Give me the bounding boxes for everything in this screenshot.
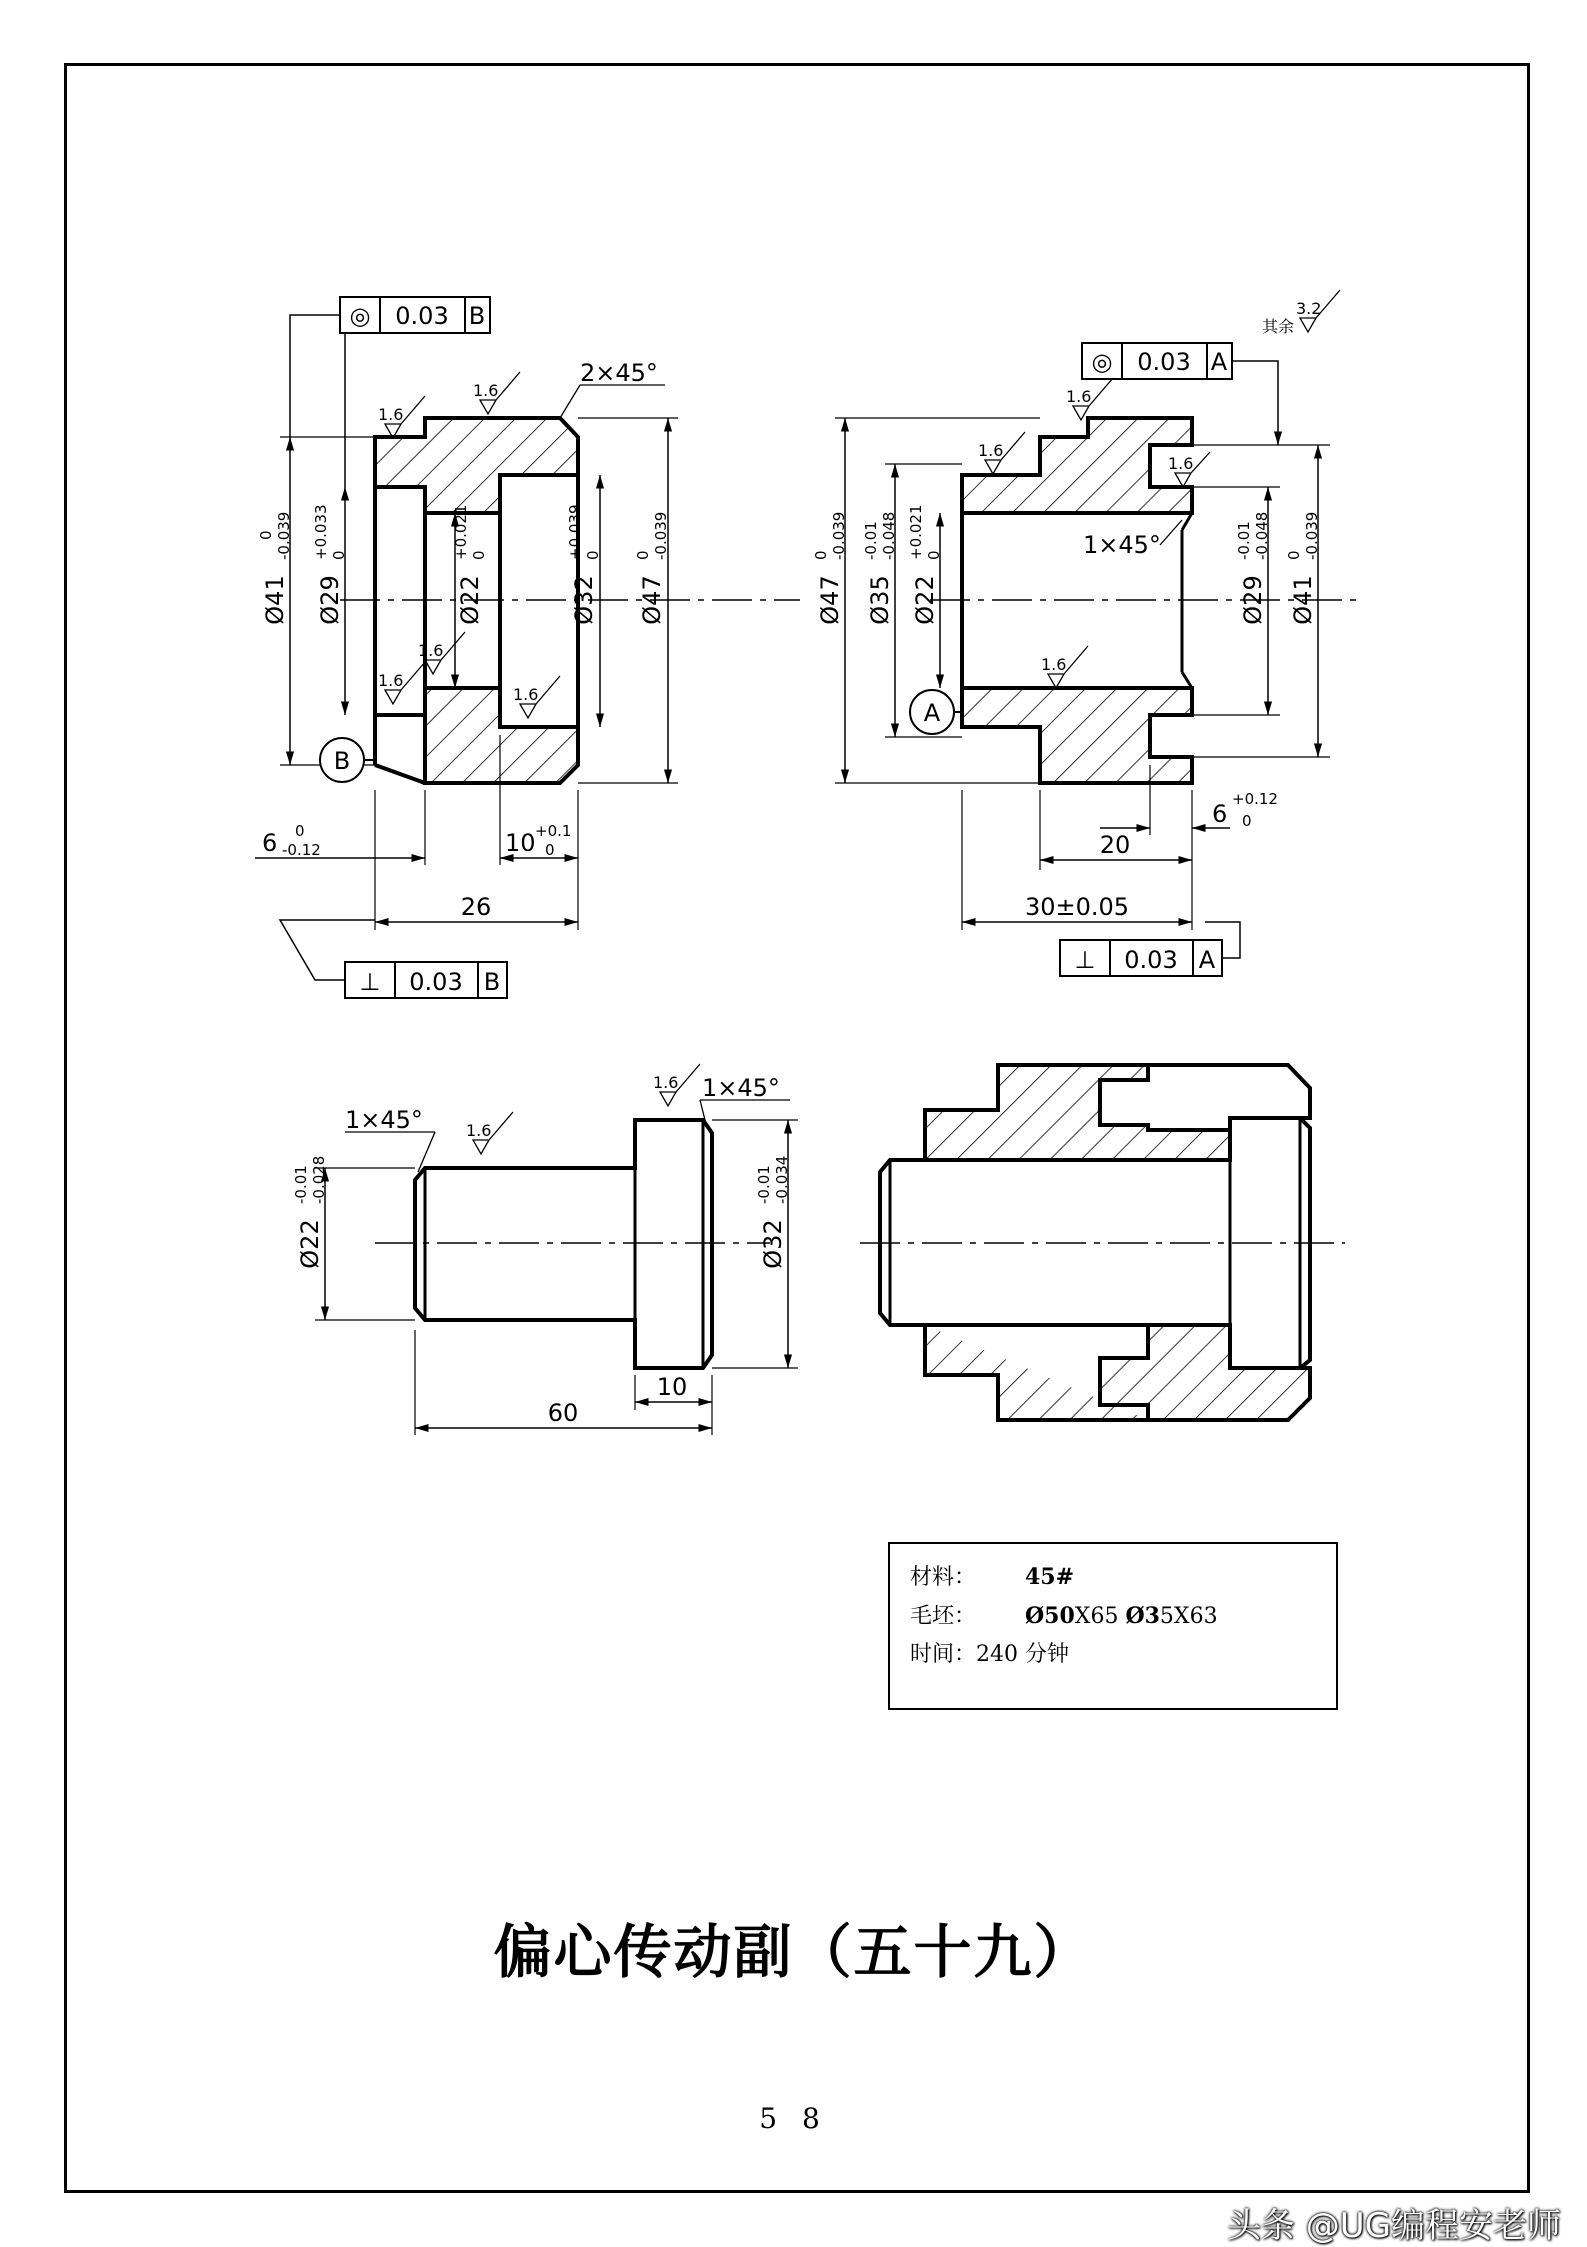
part2-len30: 30±0.05: [1024, 893, 1130, 921]
time-row: [910, 1636, 1316, 1674]
svg-text:-0.01: -0.01: [292, 1165, 310, 1204]
part2-perp-datum: A: [1198, 946, 1216, 974]
material-label: 材料：: [910, 1565, 977, 1590]
part1-section-top: [375, 418, 578, 513]
svg-text:0: 0: [257, 530, 275, 540]
part1-fcf-datum: B: [468, 302, 486, 330]
part2-concentricity-icon: ◎: [1091, 348, 1113, 376]
time-value: 240 分钟: [976, 1642, 1070, 1667]
part2-datum-label: A: [923, 699, 941, 727]
svg-text:-0.039: -0.039: [652, 511, 670, 560]
part1-len26: 26: [460, 893, 492, 921]
part2-chamfer-label: 1×45°: [1083, 531, 1161, 559]
part1-len6: 6: [262, 829, 278, 857]
svg-text:1.6: 1.6: [1168, 454, 1194, 473]
part2-len20: 20: [1099, 831, 1131, 859]
part3-chamfer-left: 1×45°: [345, 1106, 423, 1134]
part1-view: [255, 297, 800, 998]
blank-value-1: Ø50: [1025, 1603, 1075, 1629]
part1-chamfer-label: 2×45°: [580, 359, 658, 387]
svg-text:-0.01: -0.01: [1235, 521, 1253, 560]
svg-text:1.6: 1.6: [418, 641, 444, 660]
svg-text:1.6: 1.6: [378, 671, 404, 690]
svg-text:1.6: 1.6: [378, 405, 404, 424]
assembly-view: [860, 1065, 1345, 1420]
part2-d29: Ø29: [1239, 575, 1267, 625]
blank-value-3: Ø3: [1125, 1603, 1160, 1629]
part2-section-bottom: [962, 688, 1192, 783]
svg-text:-0.039: -0.039: [830, 511, 848, 560]
part2-len6: 6: [1212, 800, 1228, 828]
svg-text:0: 0: [1285, 550, 1303, 560]
svg-text:+0.1: +0.1: [535, 822, 572, 840]
part1-fcf-value: 0.03: [395, 302, 449, 330]
svg-text:+0.039: +0.039: [566, 504, 584, 560]
svg-text:0: 0: [330, 550, 348, 560]
svg-text:+0.021: +0.021: [907, 504, 925, 560]
blank-value-2: X65: [1074, 1604, 1126, 1629]
page-title: 偏心传动副（五十九）: [493, 1918, 1094, 1986]
svg-text:1.6: 1.6: [653, 1073, 679, 1092]
svg-text:-0.048: -0.048: [1253, 511, 1271, 560]
page-number: 5 8: [759, 2102, 828, 2135]
blank-label: 毛坯：: [910, 1604, 977, 1629]
svg-text:-0.01: -0.01: [755, 1165, 773, 1204]
part3-len60: 60: [547, 1399, 579, 1427]
svg-text:1.6: 1.6: [473, 381, 499, 400]
part2-perp-value: 0.03: [1124, 946, 1178, 974]
svg-text:1.6: 1.6: [1041, 655, 1067, 674]
part1-len10: 10: [505, 829, 536, 857]
svg-text:+0.021: +0.021: [452, 504, 470, 560]
part2-fcf-value: 0.03: [1137, 348, 1191, 376]
part1-concentricity-icon: ◎: [349, 302, 371, 330]
svg-text:0: 0: [1242, 812, 1252, 830]
svg-text:+0.033: +0.033: [312, 504, 330, 560]
part3-d22: Ø22: [296, 1219, 324, 1269]
svg-text:1.6: 1.6: [1066, 387, 1092, 406]
part1-d29: Ø29: [316, 575, 344, 625]
svg-text:1.6: 1.6: [466, 1121, 492, 1140]
blank-row: [910, 1597, 1316, 1636]
part2-fcf-datum: A: [1210, 348, 1228, 376]
part2-d35: Ø35: [866, 575, 894, 625]
part1-perp-datum: B: [483, 968, 501, 996]
svg-text:1.6: 1.6: [978, 441, 1004, 460]
watermark: 头条 @UG编程安老师: [1226, 2206, 1561, 2246]
part1-section-bottom: [375, 688, 578, 783]
part1-d47: Ø47: [638, 575, 666, 625]
svg-text:0: 0: [584, 550, 602, 560]
svg-text:0: 0: [295, 822, 305, 840]
svg-text:-0.039: -0.039: [1303, 511, 1321, 560]
material-value: 45#: [1025, 1564, 1075, 1590]
svg-text:0: 0: [925, 550, 943, 560]
svg-text:0: 0: [812, 550, 830, 560]
svg-text:-0.028: -0.028: [310, 1155, 328, 1204]
part1-datum-label: B: [333, 747, 351, 775]
svg-text:+0.12: +0.12: [1232, 790, 1278, 808]
info-box: [888, 1542, 1338, 1710]
part1-d22: Ø22: [456, 575, 484, 625]
part3-chamfer-right: 1×45°: [702, 1074, 780, 1102]
part2-view: [812, 290, 1360, 976]
part2-section-top: [962, 418, 1192, 513]
part2-perpendicularity-icon: ⊥: [1074, 946, 1096, 974]
svg-text:0: 0: [470, 550, 488, 560]
material-row: [910, 1558, 1316, 1597]
part3-shaft: [415, 1120, 712, 1368]
svg-text:-0.048: -0.048: [880, 511, 898, 560]
svg-text:-0.01: -0.01: [862, 521, 880, 560]
part2-d41: Ø41: [1289, 575, 1317, 625]
part2-d22: Ø22: [911, 575, 939, 625]
part2-d47: Ø47: [816, 575, 844, 625]
part1-perp-value: 0.03: [409, 968, 463, 996]
svg-text:-0.034: -0.034: [773, 1155, 791, 1204]
part1-perpendicularity-icon: ⊥: [359, 968, 381, 996]
part1-d32: Ø32: [570, 575, 598, 625]
part3-len10: 10: [656, 1373, 688, 1401]
part2-surface-note: 其余: [1262, 317, 1295, 336]
part3-d32: Ø32: [759, 1219, 787, 1269]
blank-value-4: 5X63: [1159, 1604, 1218, 1629]
time-label: 时间：: [910, 1642, 977, 1667]
svg-text:0: 0: [545, 841, 555, 859]
part3-view: [292, 1064, 798, 1435]
part2-surface-value: 3.2: [1296, 299, 1322, 318]
svg-text:0: 0: [634, 550, 652, 560]
part1-d41: Ø41: [261, 575, 289, 625]
svg-text:1.6: 1.6: [513, 685, 539, 704]
svg-text:-0.039: -0.039: [275, 511, 293, 560]
svg-text:-0.12: -0.12: [282, 841, 321, 859]
